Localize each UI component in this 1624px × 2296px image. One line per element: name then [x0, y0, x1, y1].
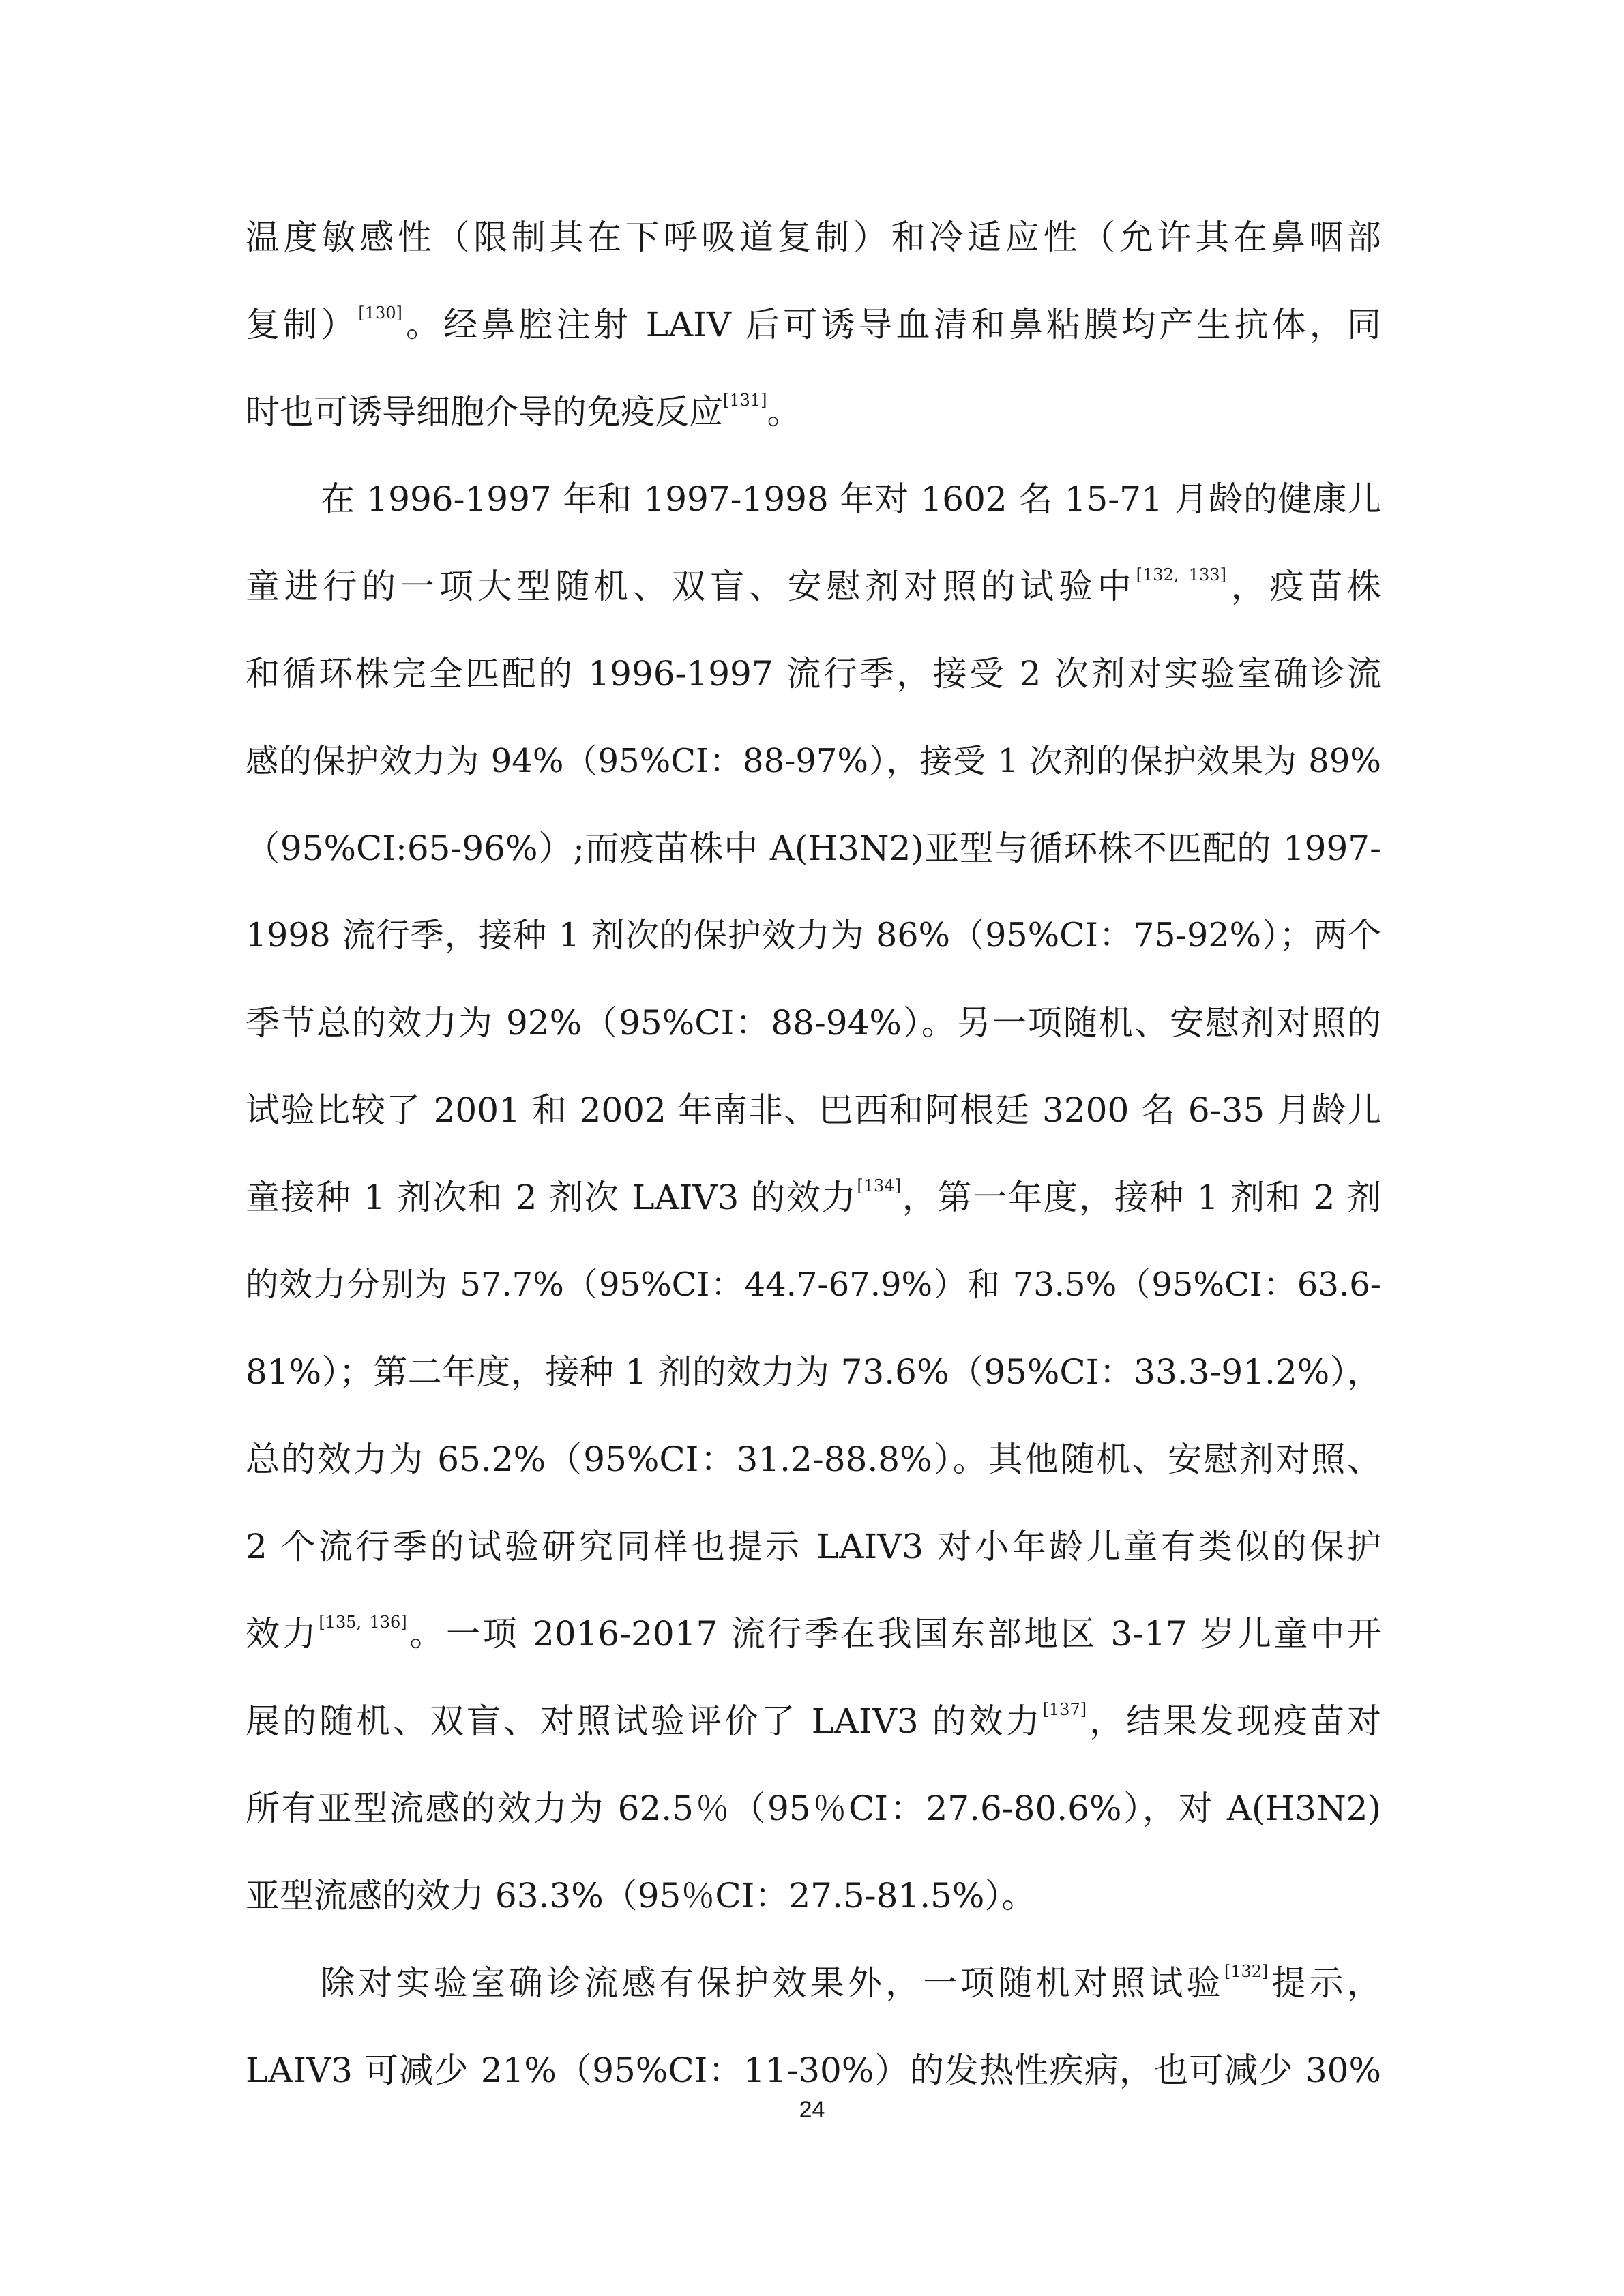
text-run: 2 个流行季的试验研究同样也提示 LAIV3 对小年龄儿童有类似的保护 [246, 1527, 1381, 1566]
text-run: 季节总的效力为 92%（95%CI：88-94%）。另一项随机、安慰剂对照的 [246, 1003, 1381, 1043]
text-line [246, 1514, 1381, 1579]
citation-ref: [130] [358, 303, 402, 323]
text-run: 。一项 2016-2017 流行季在我国东部地区 3-17 岁儿童中开 [407, 1614, 1382, 1654]
citation-ref: [132] [1224, 1962, 1269, 1981]
text-line [246, 1863, 1381, 1928]
text-run: 亚型流感的效力 63.3%（95％CI：27.5-81.5%）。 [246, 1876, 1036, 1915]
text-line [246, 379, 1381, 445]
text-run: 童接种 1 剂次和 2 剂次 LAIV3 的效力 [246, 1178, 857, 1217]
citation-ref: [132, 133] [1136, 565, 1226, 584]
text-line [246, 1427, 1381, 1492]
citation-ref: [135, 136] [319, 1613, 407, 1632]
text-run: ，第一年度，接种 1 剂和 2 剂 [900, 1178, 1382, 1217]
text-run: 所有亚型流感的效力为 62.5％（95％CI：27.6-80.6%），对 A(H3N2) [246, 1789, 1381, 1828]
text-run: 复制） [246, 305, 359, 344]
text-line [246, 816, 1381, 881]
citation-ref: [134] [857, 1176, 901, 1195]
text-run: 在 1996-1997 年和 1997-1998 年对 1602 名 15-71 月龄的健康儿 [321, 479, 1381, 519]
text-run: 感的保护效力为 94%（95%CI：88-97%），接受 1 次剂的保护效果为 89% [246, 742, 1381, 780]
text-run: 总的效力为 65.2%（95%CI：31.2-88.8%）。其他随机、安慰剂对照、 [246, 1440, 1381, 1479]
text-line [246, 728, 1381, 794]
text-line [246, 1688, 1381, 1754]
citation-ref: [137] [1042, 1700, 1087, 1719]
text-run: 效力 [246, 1614, 319, 1654]
text-run: 和循环株完全匹配的 1996-1997 流行季，接受 2 次剂对实验室确诊流 [246, 654, 1381, 694]
text-line [246, 903, 1381, 968]
text-run: 。 [767, 392, 801, 432]
text-line [246, 1252, 1381, 1317]
citation-ref: [131] [723, 391, 767, 410]
text-run: 1998 流行季，接种 1 剂次的保护效力为 86%（95%CI：75-92%）；两个 [246, 916, 1381, 955]
text-line [246, 1077, 1381, 1143]
text-run: ，疫苗株 [1226, 567, 1382, 606]
text-run: 。经鼻腔注射 LAIV 后可诱导血清和鼻粘膜均产生抗体，同 [402, 305, 1381, 344]
text-line [246, 1776, 1381, 1841]
text-run: 81%）；第二年度，接种 1 剂的效力为 73.6%（95%CI：33.3-91.2%）， [246, 1352, 1381, 1392]
page-number: 24 [799, 2097, 825, 2123]
text-line [246, 1165, 1381, 1230]
text-line [246, 990, 1381, 1056]
text-line [321, 1950, 1381, 2016]
text-line [321, 466, 1381, 532]
text-run: 试验比较了 2001 和 2002 年南非、巴西和阿根廷 3200 名 6-35 月龄儿 [246, 1090, 1381, 1130]
text-run: 展的随机、双盲、对照试验评价了 LAIV3 的效力 [246, 1701, 1043, 1741]
text-run: 时也可诱导细胞介导的免疫反应 [246, 392, 723, 432]
text-line [246, 641, 1381, 706]
text-run: ，结果发现疫苗对 [1087, 1701, 1381, 1741]
text-run: 的效力分别为 57.7%（95%CI：44.7-67.9%）和 73.5%（95%CI：63.6- [246, 1266, 1381, 1304]
text-run: 温度敏感性（限制其在下呼吸道复制）和冷适应性（允许其在鼻咽部 [246, 218, 1381, 257]
text-line [246, 292, 1381, 357]
text-run: LAIV3 可减少 21%（95%CI：11-30%）的发热性疾病，也可减少 30% [246, 2051, 1381, 2090]
text-run: 除对实验室确诊流感有保护效果外，一项随机对照试验 [321, 1963, 1224, 2003]
text-line [246, 554, 1381, 619]
text-line [246, 2038, 1381, 2103]
text-line [246, 1339, 1381, 1405]
text-run: （95%CI:65-96%）;而疫苗株中 A(H3N2)亚型与循环株不匹配的 1997- [246, 829, 1381, 868]
text-line [246, 1601, 1381, 1667]
text-run: 童进行的一项大型随机、双盲、安慰剂对照的试验中 [246, 567, 1136, 606]
text-run: 提示， [1268, 1963, 1382, 2003]
text-line [246, 205, 1381, 270]
